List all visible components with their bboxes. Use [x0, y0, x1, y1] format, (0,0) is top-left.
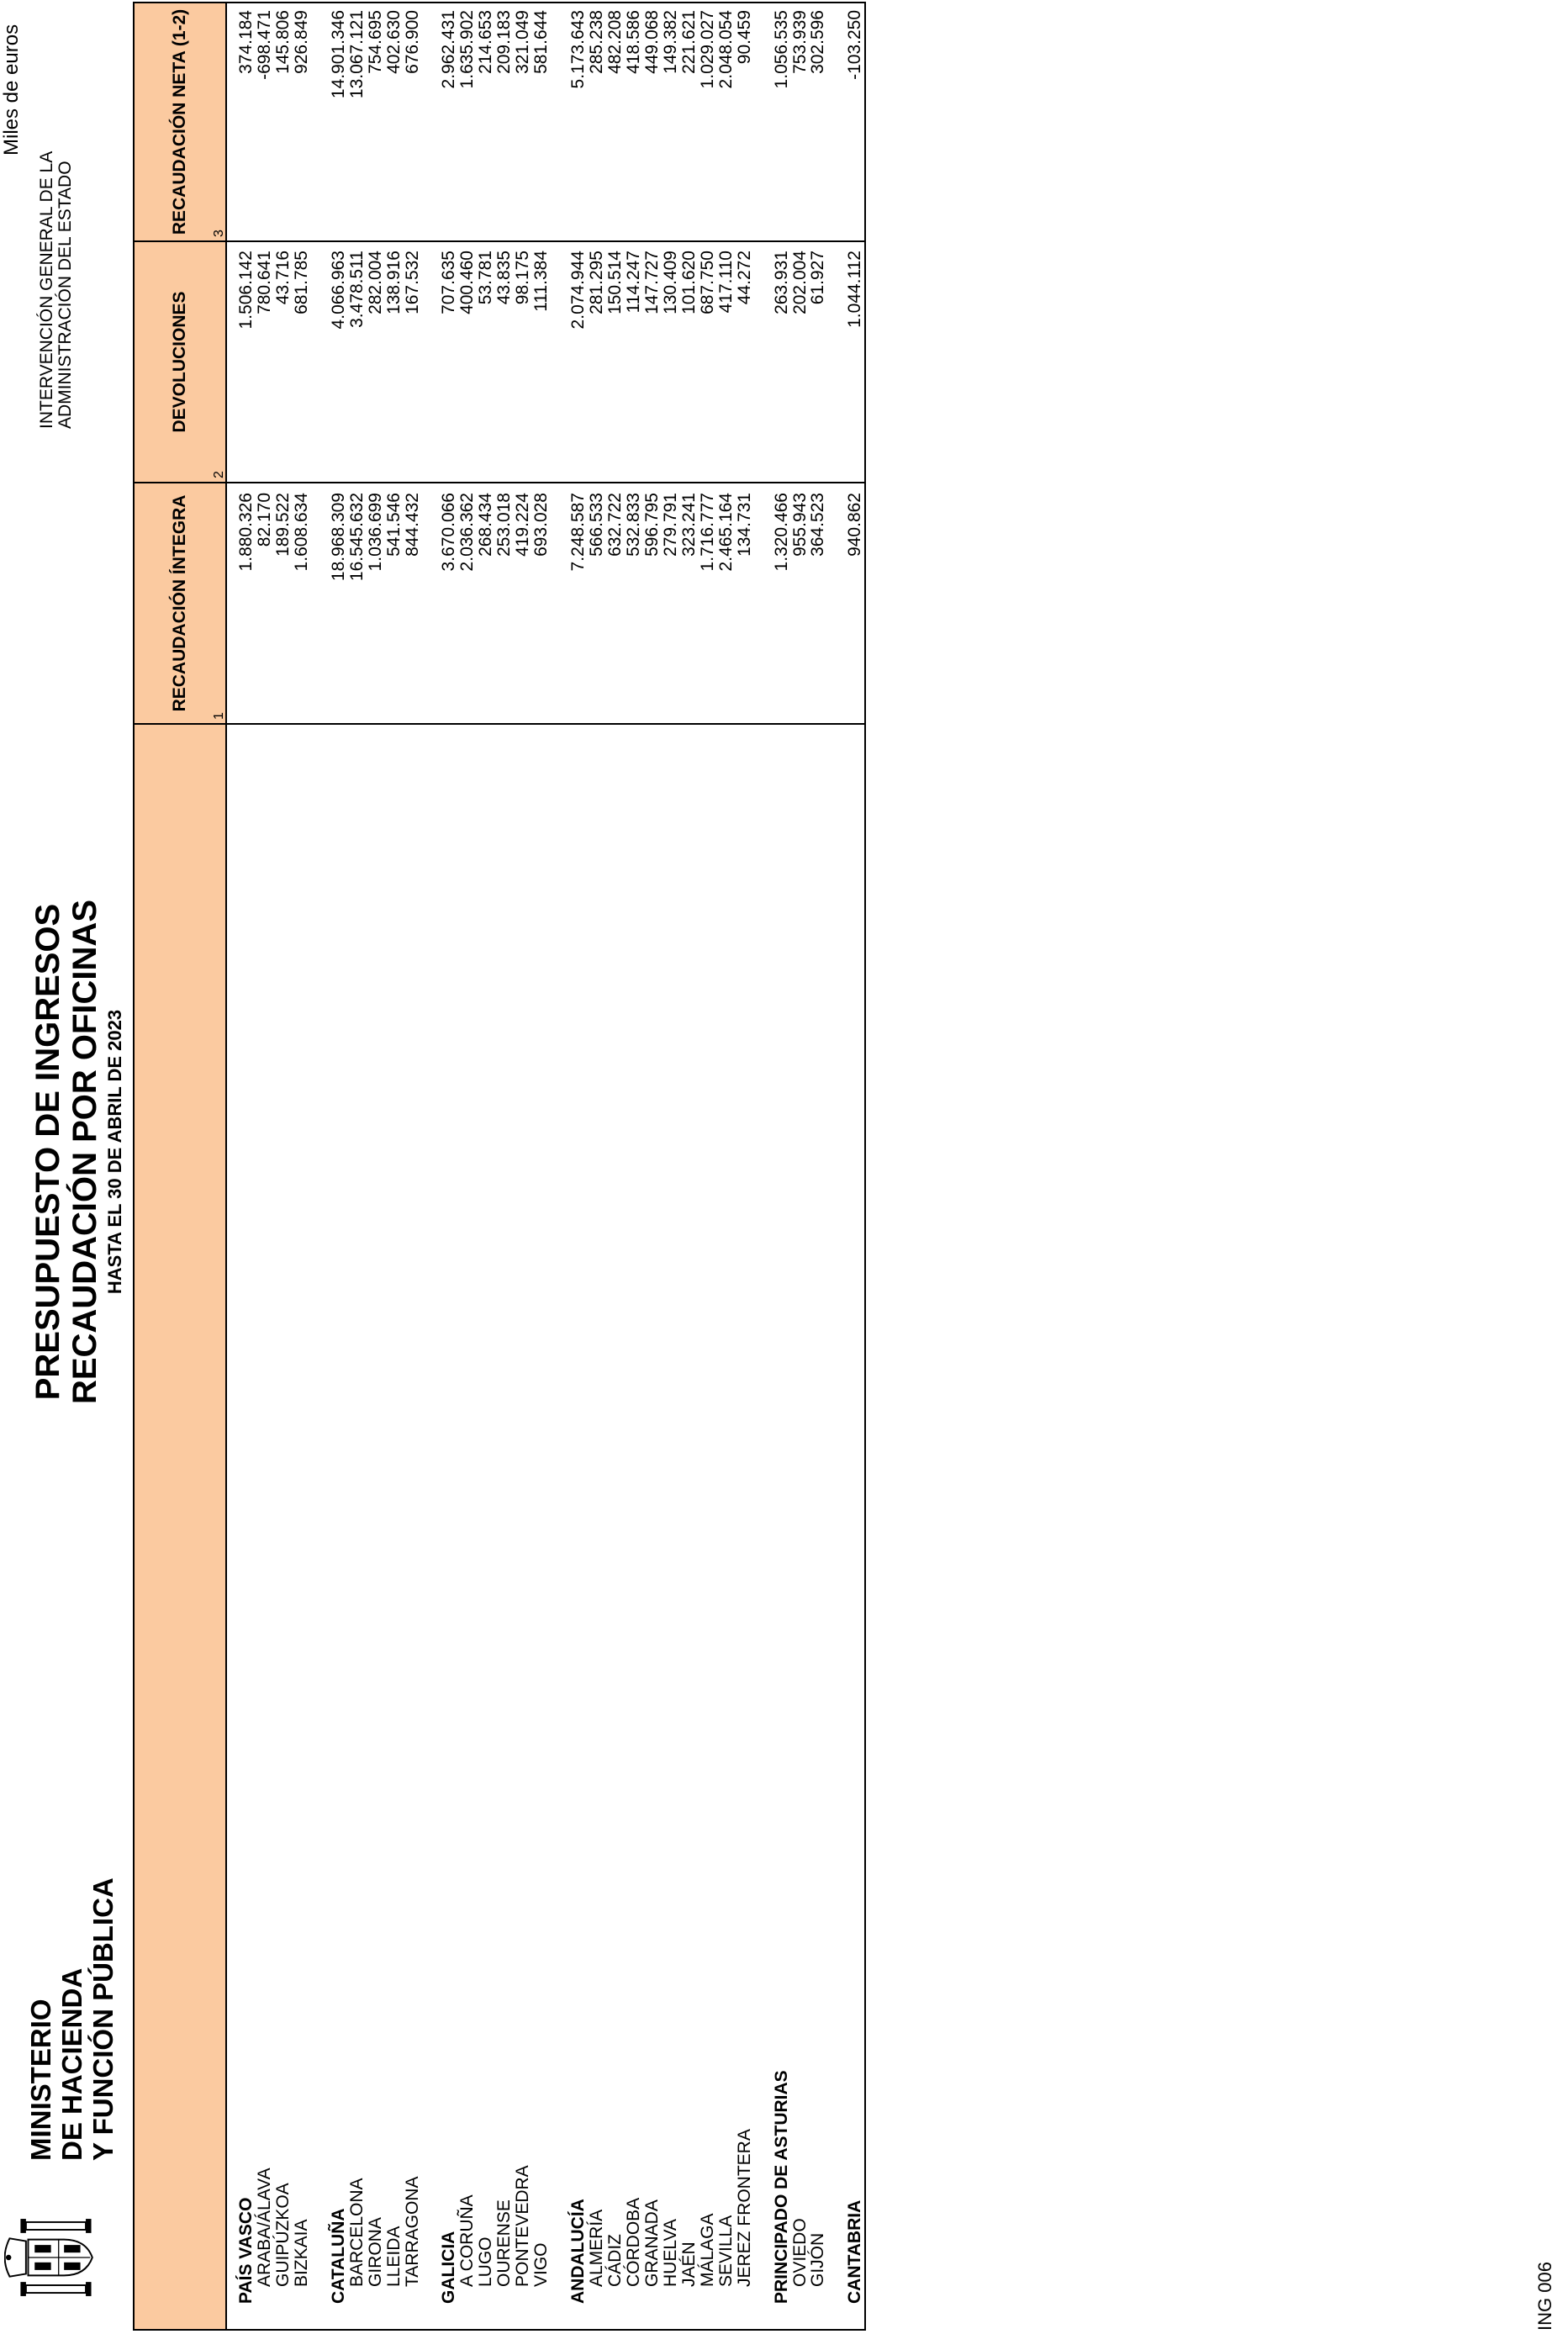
refund-value: 138.916 — [383, 251, 404, 314]
net-value: 1.056.535 — [771, 10, 791, 89]
column-number-3: 3 — [212, 230, 226, 237]
office-label: OVIEDO — [789, 2218, 810, 2287]
refund-value: 263.931 — [771, 251, 791, 314]
net-value: 13.067.121 — [346, 10, 367, 99]
gross-value: 940.862 — [845, 493, 865, 557]
office-label: JAÉN — [678, 2242, 699, 2287]
refund-value: 167.532 — [402, 251, 422, 314]
gross-value: 323.241 — [678, 493, 699, 557]
gross-value: 632.722 — [605, 493, 625, 557]
refund-value: 53.781 — [476, 251, 496, 305]
net-value: 90.459 — [734, 10, 754, 65]
net-value: 2.962.431 — [439, 10, 459, 89]
office-label: GIJÓN — [808, 2232, 828, 2287]
office-label: PONTEVEDRA — [513, 2165, 533, 2287]
gross-value: 1.320.466 — [771, 493, 791, 572]
form-code: ING 006 — [1534, 2262, 1555, 2331]
net-value: 676.900 — [402, 10, 422, 74]
office-label: GIRONA — [365, 2217, 385, 2287]
region-label: PAÍS VASCO — [236, 2197, 256, 2304]
office-label: TARRAGONA — [402, 2176, 422, 2287]
net-value: 14.901.346 — [328, 10, 348, 99]
refund-value: 400.460 — [457, 251, 478, 314]
header-label-net: RECAUDACIÓN NETA (1-2) — [170, 8, 189, 235]
gross-value: 1.880.326 — [236, 493, 256, 572]
gross-value: 844.432 — [402, 493, 422, 557]
gross-value: 532.833 — [623, 493, 643, 557]
office-label: BIZKAIA — [291, 2219, 311, 2287]
net-value: 482.208 — [605, 10, 625, 74]
net-value: 1.029.027 — [697, 10, 717, 89]
title-line-3: HASTA EL 30 DE ABRIL DE 2023 — [104, 1009, 125, 1295]
refund-value: 1.506.142 — [236, 251, 256, 330]
refund-value: 681.785 — [291, 251, 311, 314]
refund-value: 43.716 — [272, 251, 293, 305]
intervention-line-1: INTERVENCIÓN GENERAL DE LA — [37, 150, 56, 429]
gross-value: 1.716.777 — [697, 493, 717, 572]
refund-value: 44.272 — [734, 251, 754, 305]
refund-value: 114.247 — [623, 251, 643, 314]
gross-value: 419.224 — [513, 493, 533, 557]
ministry-line-1: MINISTERIO — [25, 1999, 56, 2161]
gross-value: 189.522 — [272, 493, 293, 557]
net-value: 926.849 — [291, 10, 311, 74]
refund-value: 202.004 — [789, 251, 810, 314]
refund-value: 101.620 — [678, 251, 699, 314]
office-label: JEREZ FRONTERA — [734, 2129, 754, 2287]
refund-value: 2.074.944 — [568, 251, 589, 330]
refund-value: 43.835 — [494, 251, 515, 305]
gross-value: 693.028 — [531, 493, 552, 557]
refund-value: 150.514 — [605, 251, 625, 314]
region-label: GALICIA — [439, 2231, 459, 2304]
refund-value: 687.750 — [697, 251, 717, 314]
office-label: LLEIDA — [383, 2226, 404, 2287]
ministry-line-2: DE HACIENDA — [56, 1967, 87, 2161]
gross-value: 7.248.587 — [568, 493, 589, 572]
gross-value: 596.795 — [641, 493, 662, 557]
net-value: 449.068 — [641, 10, 662, 74]
office-label: OURENSE — [494, 2199, 515, 2287]
office-label: LUGO — [476, 2236, 496, 2287]
region-label: CANTABRIA — [845, 2199, 865, 2304]
net-value: 209.183 — [494, 10, 515, 74]
refund-value: 417.110 — [715, 251, 736, 314]
net-value: 402.630 — [383, 10, 404, 74]
net-value: 754.695 — [365, 10, 385, 74]
office-label: HUELVA — [660, 2219, 680, 2287]
gross-value: 364.523 — [808, 493, 828, 557]
gross-value: 3.670.066 — [439, 493, 459, 572]
net-value: 321.049 — [513, 10, 533, 74]
gross-value: 253.018 — [494, 493, 515, 557]
refund-value: 1.044.112 — [845, 251, 865, 328]
office-label: ALMERÍA — [587, 2209, 607, 2287]
net-value: 753.939 — [789, 10, 810, 74]
gross-value: 2.465.164 — [715, 493, 736, 572]
gross-value: 279.791 — [660, 493, 680, 557]
office-label: BARCELONA — [346, 2178, 367, 2287]
gross-value: 1.608.634 — [291, 493, 311, 572]
net-value: 374.184 — [236, 10, 256, 74]
gross-value: 268.434 — [476, 493, 496, 557]
net-value: -103.250 — [845, 10, 865, 80]
refund-value: 147.727 — [641, 251, 662, 314]
refund-value: 61.927 — [808, 251, 828, 305]
office-label: ARABA/ÁLAVA — [254, 2168, 274, 2287]
net-value: 145.806 — [272, 10, 293, 74]
intervention-line-2: ADMINISTRACIÓN DEL ESTADO — [55, 161, 75, 429]
region-label: PRINCIPADO DE ASTURIAS — [771, 2070, 791, 2304]
title-line-2: RECAUDACIÓN POR OFICINAS — [66, 899, 103, 1405]
gross-value: 566.533 — [587, 493, 607, 557]
net-value: 221.621 — [678, 10, 699, 74]
refund-value: 130.409 — [660, 251, 680, 314]
net-value: 214.653 — [476, 10, 496, 74]
refund-value: 282.004 — [365, 251, 385, 314]
net-value: 5.173.643 — [568, 10, 589, 89]
ministry-line-3: Y FUNCIÓN PÚBLICA — [87, 1877, 119, 2161]
net-value: -698.471 — [254, 10, 274, 80]
region-label: ANDALUCÍA — [568, 2199, 589, 2304]
refund-value: 707.635 — [439, 251, 459, 314]
gross-value: 955.943 — [789, 493, 810, 557]
refund-value: 111.384 — [531, 251, 552, 312]
refund-value: 780.641 — [254, 251, 274, 314]
gross-value: 1.036.699 — [365, 493, 385, 572]
gross-value: 16.545.632 — [346, 493, 367, 582]
gross-value: 134.731 — [734, 493, 754, 557]
net-value: 302.596 — [808, 10, 828, 74]
gross-value: 541.546 — [383, 493, 404, 557]
office-label: MÁLAGA — [697, 2213, 717, 2287]
office-label: CÁDIZ — [605, 2234, 625, 2287]
office-label: GUIPÚZKOA — [272, 2183, 293, 2287]
units-label: Miles de euros — [0, 24, 23, 156]
column-number-2: 2 — [212, 471, 226, 478]
net-value: 581.644 — [531, 10, 552, 74]
refund-value: 3.478.511 — [346, 251, 367, 328]
net-value: 149.382 — [660, 10, 680, 74]
refund-value: 4.066.963 — [328, 251, 348, 330]
title-line-1: PRESUPUESTO DE INGRESOS — [29, 903, 66, 1401]
office-label: GRANADA — [641, 2199, 662, 2287]
net-value: 285.238 — [587, 10, 607, 74]
gross-value: 2.036.362 — [457, 493, 478, 572]
refund-value: 281.295 — [587, 251, 607, 314]
refund-value: 98.175 — [513, 251, 533, 305]
office-label: VIGO — [531, 2242, 552, 2287]
column-number-1: 1 — [212, 712, 226, 720]
net-value: 1.635.902 — [457, 10, 478, 89]
office-label: CÓRDOBA — [623, 2197, 643, 2287]
gross-value: 82.170 — [254, 493, 274, 547]
net-value: 418.586 — [623, 10, 643, 74]
region-label: CATALUÑA — [328, 2208, 348, 2304]
office-label: A CORUÑA — [457, 2194, 478, 2287]
gross-value: 18.968.309 — [328, 493, 348, 582]
net-value: 2.048.054 — [715, 10, 736, 89]
header-label-refunds: DEVOLUCIONES — [170, 291, 189, 433]
header-label-gross: RECAUDACIÓN ÍNTEGRA — [170, 494, 189, 712]
office-label: SEVILLA — [715, 2215, 736, 2287]
